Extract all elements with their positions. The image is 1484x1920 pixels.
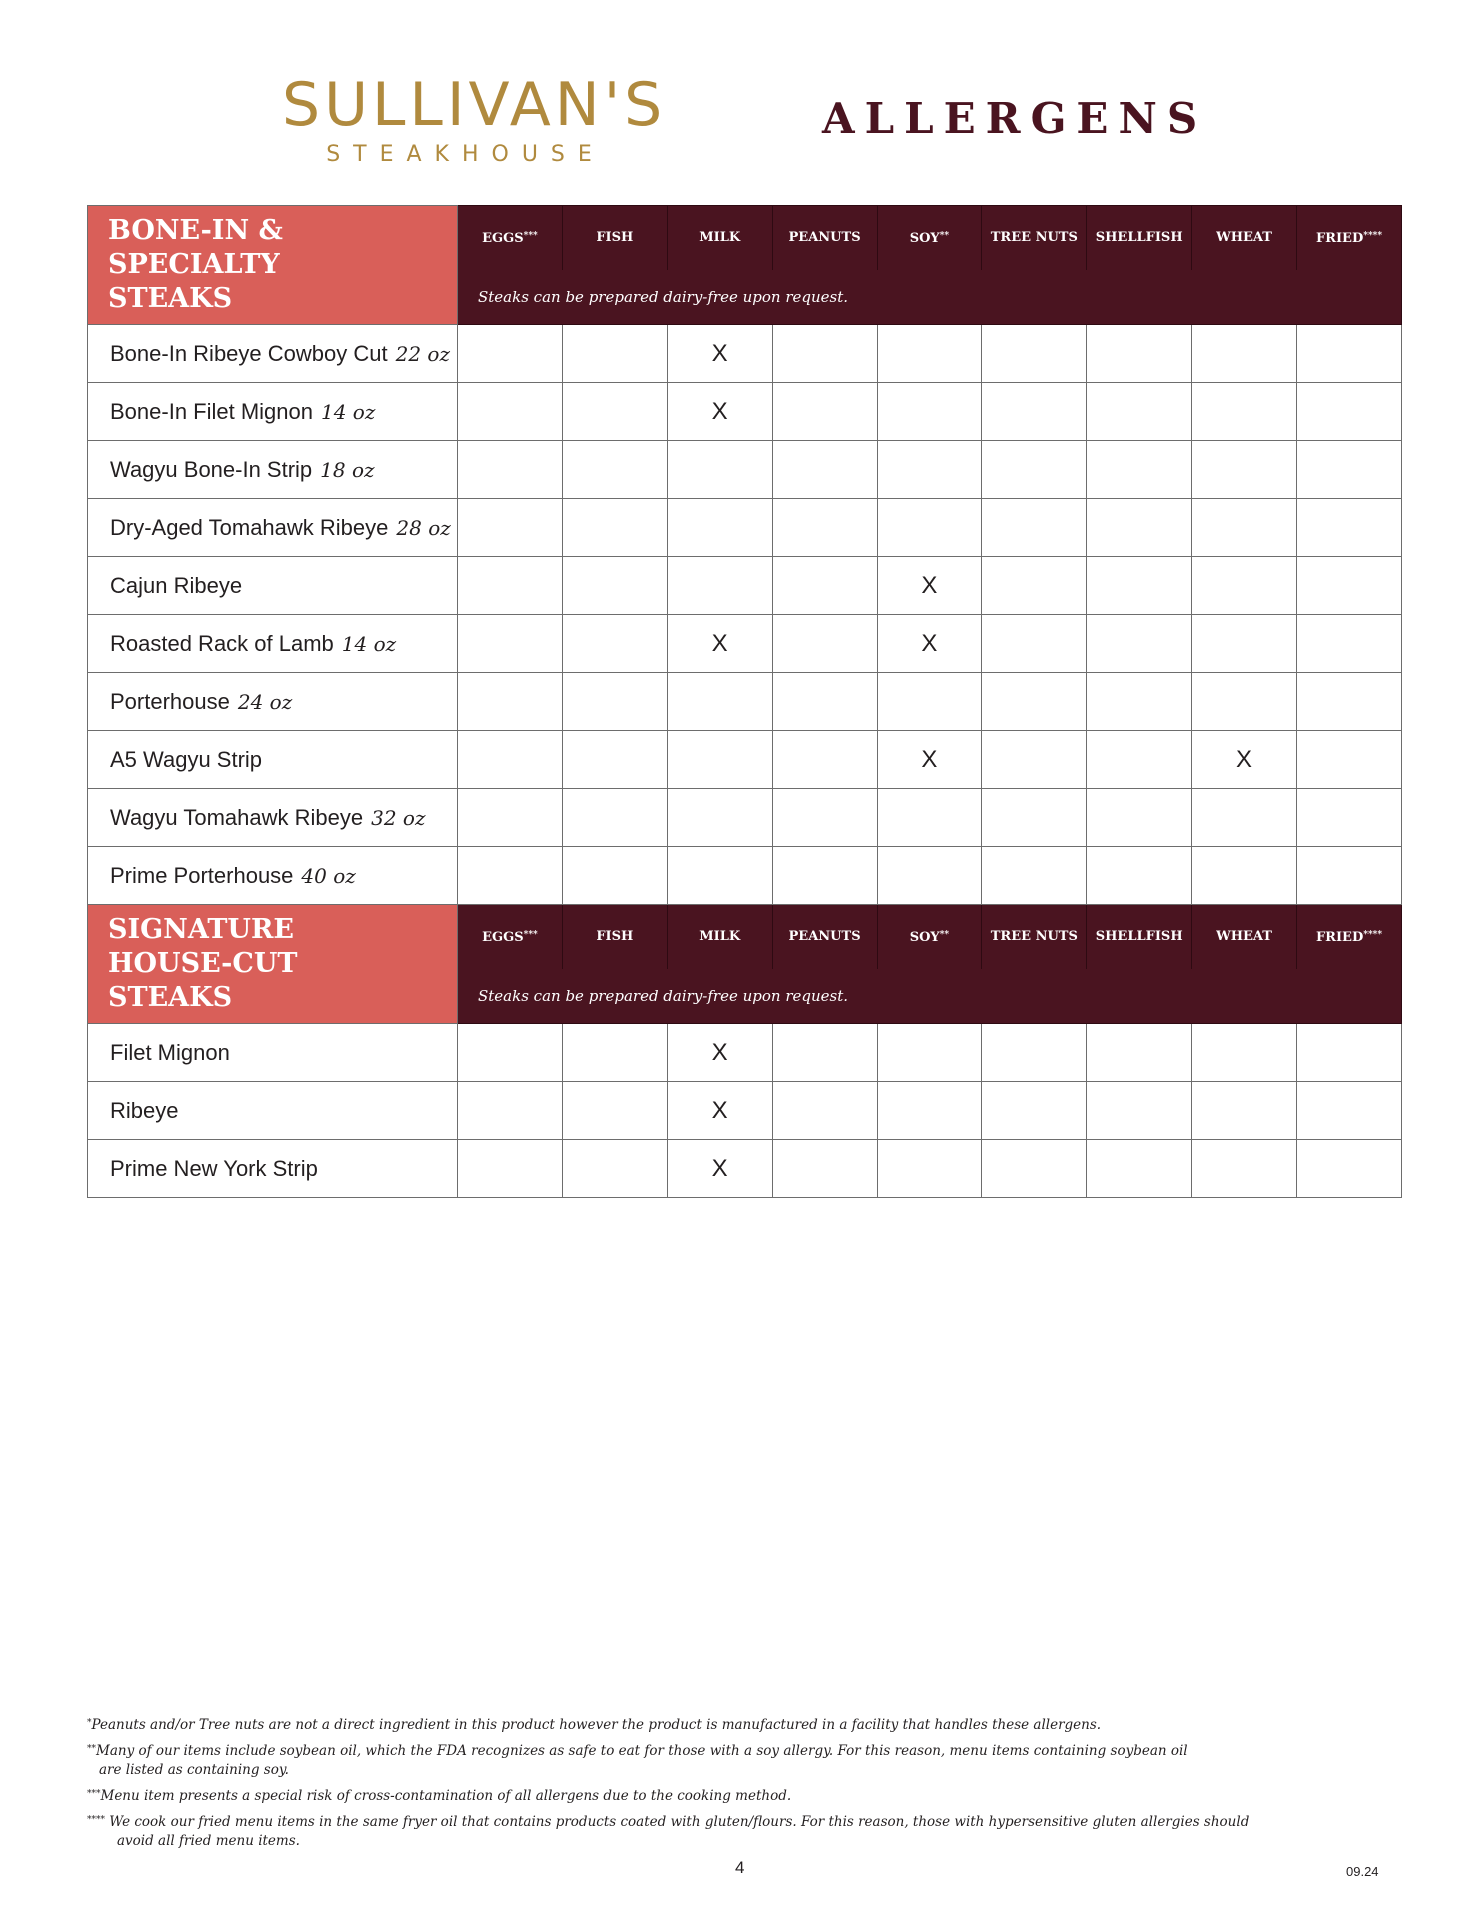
allergen-cell xyxy=(877,1140,982,1198)
allergen-cell xyxy=(1297,673,1402,731)
allergen-cell xyxy=(667,383,772,441)
allergen-cell xyxy=(772,789,877,847)
allergen-column-label: FRIED xyxy=(1315,231,1364,247)
allergen-cell xyxy=(458,615,563,673)
allergen-cell xyxy=(667,1024,772,1082)
menu-item-name: Prime Porterhouse xyxy=(110,862,294,888)
footnote-marker: *** xyxy=(523,930,538,941)
allergen-cell xyxy=(1087,673,1192,731)
allergen-column-label: MILK xyxy=(699,230,741,246)
allergen-column-header xyxy=(562,905,667,969)
date-code: 09.24 xyxy=(1346,1864,1379,1879)
allergen-cell xyxy=(1192,615,1297,673)
allergen-cell xyxy=(667,673,772,731)
allergen-cell xyxy=(1087,383,1192,441)
allergen-column-label: TREE NUTS xyxy=(990,230,1078,246)
allergen-mark: X xyxy=(711,629,728,657)
dairy-free-note: Steaks can be prepared dairy-free upon request. xyxy=(458,969,1402,1024)
allergen-cell xyxy=(1297,499,1402,557)
footnote-marker: ** xyxy=(87,1744,96,1754)
allergen-mark: X xyxy=(921,629,938,657)
page-title: ALLERGENS xyxy=(822,94,1208,143)
footnote-continuation: are listed as containing soy. xyxy=(99,1762,289,1778)
allergen-cell xyxy=(982,673,1087,731)
allergen-cell xyxy=(1297,615,1402,673)
table-row xyxy=(88,673,1402,731)
allergen-cell xyxy=(877,325,982,383)
allergen-cell xyxy=(1297,383,1402,441)
table-row xyxy=(88,499,1402,557)
menu-item-name: Ribeye xyxy=(110,1097,179,1123)
allergen-cell xyxy=(772,1140,877,1198)
allergen-cell xyxy=(1087,1082,1192,1140)
allergen-column-header xyxy=(458,905,563,969)
menu-item-size: 28 oz xyxy=(396,515,451,540)
table-row xyxy=(88,847,1402,905)
menu-item xyxy=(88,1024,458,1082)
allergen-cell xyxy=(982,615,1087,673)
allergen-cell xyxy=(1297,325,1402,383)
allergen-column-header xyxy=(1297,206,1402,270)
footnote-text: Menu item presents a special risk of cross-contamination of all allergens due to the cooking method. xyxy=(100,1788,792,1804)
sullivans-logo xyxy=(282,70,667,167)
allergen-mark: X xyxy=(711,1154,728,1182)
menu-item xyxy=(88,615,458,673)
allergen-cell xyxy=(667,1082,772,1140)
allergen-cell xyxy=(458,1082,563,1140)
allergen-cell xyxy=(1297,441,1402,499)
allergen-cell xyxy=(458,557,563,615)
allergen-column-label: EGGS xyxy=(482,930,524,946)
allergen-cell xyxy=(562,673,667,731)
allergen-cell xyxy=(667,499,772,557)
allergen-cell xyxy=(877,499,982,557)
allergen-column-header xyxy=(772,206,877,270)
footnote xyxy=(87,1740,1387,1780)
allergen-cell xyxy=(772,731,877,789)
menu-item-name: Dry-Aged Tomahawk Ribeye xyxy=(110,514,389,540)
menu-item-size: 22 oz xyxy=(395,341,450,366)
allergen-cell xyxy=(877,615,982,673)
table-row xyxy=(88,1024,1402,1082)
allergen-cell xyxy=(1192,383,1297,441)
allergen-cell xyxy=(1087,615,1192,673)
allergen-column-header xyxy=(877,206,982,270)
allergen-cell xyxy=(458,1024,563,1082)
footnote-marker: ** xyxy=(939,231,950,242)
allergen-cell xyxy=(458,1140,563,1198)
menu-item-name: Porterhouse xyxy=(110,688,230,714)
allergen-cell xyxy=(982,1024,1087,1082)
allergen-cell xyxy=(772,847,877,905)
page-number: 4 xyxy=(735,1858,745,1877)
allergen-column-label: FISH xyxy=(596,929,634,945)
allergen-cell xyxy=(458,731,563,789)
allergen-column-header xyxy=(1297,905,1402,969)
allergen-column-label: EGGS xyxy=(482,231,524,247)
allergen-cell xyxy=(982,789,1087,847)
allergen-cell xyxy=(877,383,982,441)
allergen-cell xyxy=(562,557,667,615)
table-row xyxy=(88,1140,1402,1198)
allergen-cell xyxy=(562,731,667,789)
allergen-cell xyxy=(772,499,877,557)
allergen-cell xyxy=(772,1082,877,1140)
section-title-line: BONE-IN & xyxy=(108,215,283,246)
section-title xyxy=(88,905,458,1024)
allergen-cell xyxy=(1087,847,1192,905)
footnote-marker: ** xyxy=(939,930,950,941)
allergen-cell xyxy=(458,441,563,499)
allergen-cell xyxy=(982,557,1087,615)
allergen-column-header xyxy=(1192,206,1297,270)
allergen-cell xyxy=(562,499,667,557)
allergen-column-header xyxy=(458,206,563,270)
allergen-column-header xyxy=(982,905,1087,969)
menu-item-name: Bone-In Filet Mignon xyxy=(110,398,313,424)
footnote-text: We cook our fried menu items in the same fryer oil that contains products coated with gluten/flours. For this reason, those with hypersensitive gluten allergies should xyxy=(105,1814,1250,1830)
menu-item xyxy=(88,441,458,499)
footnote-marker: **** xyxy=(1363,930,1383,941)
menu-item-name: Wagyu Tomahawk Ribeye xyxy=(110,804,364,830)
allergen-table xyxy=(87,205,1402,1198)
menu-item-size: 32 oz xyxy=(371,805,426,830)
allergen-column-label: PEANUTS xyxy=(788,230,861,246)
footnotes xyxy=(87,1714,1387,1856)
allergen-cell xyxy=(982,1082,1087,1140)
footnote-marker: *** xyxy=(87,1789,101,1799)
allergen-cell xyxy=(458,673,563,731)
footnote xyxy=(87,1714,1387,1735)
allergen-column-label: SHELLFISH xyxy=(1095,929,1183,945)
section-title-line: SIGNATURE xyxy=(108,914,294,945)
allergen-mark: X xyxy=(711,397,728,425)
allergen-cell xyxy=(562,615,667,673)
allergen-column-header xyxy=(772,905,877,969)
section-title-line: STEAKS xyxy=(108,982,233,1013)
menu-item xyxy=(88,847,458,905)
allergen-cell xyxy=(667,325,772,383)
allergen-cell xyxy=(877,789,982,847)
allergen-column-header xyxy=(1192,905,1297,969)
allergen-column-label: FRIED xyxy=(1315,930,1364,946)
allergen-cell xyxy=(982,847,1087,905)
allergen-cell xyxy=(1192,499,1297,557)
allergen-mark: X xyxy=(711,1038,728,1066)
logo-subtitle: STEAKHOUSE xyxy=(326,142,605,167)
allergen-cell xyxy=(1087,1140,1192,1198)
section-title-line: HOUSE-CUT xyxy=(108,948,298,979)
menu-item-size: 24 oz xyxy=(237,689,293,714)
menu-item xyxy=(88,1082,458,1140)
menu-item-name: Bone-In Ribeye Cowboy Cut xyxy=(110,340,388,366)
allergen-cell xyxy=(772,325,877,383)
allergen-cell xyxy=(667,731,772,789)
allergen-mark: X xyxy=(1236,745,1253,773)
table-row xyxy=(88,731,1402,789)
allergen-column-header xyxy=(1087,905,1192,969)
page-header xyxy=(0,0,1484,200)
allergen-cell xyxy=(772,441,877,499)
menu-item xyxy=(88,1140,458,1198)
allergen-cell xyxy=(667,441,772,499)
table-row xyxy=(88,557,1402,615)
allergen-column-label: SOY xyxy=(909,231,940,247)
footnote-text: Many of our items include soybean oil, which the FDA recognizes as safe to eat for those with a soy allergy. For this reason, menu items containing soybean oil xyxy=(96,1743,1188,1759)
allergen-cell xyxy=(877,1024,982,1082)
menu-item xyxy=(88,557,458,615)
allergen-cell xyxy=(1297,1082,1402,1140)
allergen-cell xyxy=(1192,789,1297,847)
menu-item-size: 14 oz xyxy=(321,399,376,424)
allergen-cell xyxy=(982,383,1087,441)
logo-wordmark: SULLIVAN'S xyxy=(282,70,667,140)
allergen-column-label: WHEAT xyxy=(1216,929,1272,945)
allergen-column-label: PEANUTS xyxy=(788,929,861,945)
footnote-marker: **** xyxy=(1363,231,1383,242)
menu-item-size: 18 oz xyxy=(320,457,375,482)
allergen-cell xyxy=(1192,325,1297,383)
menu-item-name: Cajun Ribeye xyxy=(110,572,243,598)
allergen-cell xyxy=(877,847,982,905)
allergen-cell xyxy=(772,557,877,615)
menu-item xyxy=(88,383,458,441)
allergen-cell xyxy=(1087,557,1192,615)
footnote-continuation: avoid all fried menu items. xyxy=(117,1833,300,1849)
table-row xyxy=(88,441,1402,499)
allergen-cell xyxy=(1087,731,1192,789)
allergen-column-header xyxy=(562,206,667,270)
allergen-cell xyxy=(982,731,1087,789)
allergen-cell xyxy=(562,847,667,905)
allergen-cell xyxy=(1192,441,1297,499)
menu-item xyxy=(88,731,458,789)
allergen-cell xyxy=(772,383,877,441)
menu-item-name: Filet Mignon xyxy=(110,1039,230,1065)
allergen-column-label: WHEAT xyxy=(1216,230,1272,246)
allergen-cell xyxy=(1087,441,1192,499)
allergen-cell xyxy=(982,441,1087,499)
allergen-cell xyxy=(877,557,982,615)
menu-item-size: 40 oz xyxy=(301,863,356,888)
menu-item xyxy=(88,789,458,847)
allergen-column-header xyxy=(982,206,1087,270)
allergen-cell xyxy=(1297,731,1402,789)
menu-item xyxy=(88,673,458,731)
allergen-cell xyxy=(877,731,982,789)
allergen-cell xyxy=(1192,1082,1297,1140)
allergen-mark: X xyxy=(711,339,728,367)
menu-item-name: Roasted Rack of Lamb xyxy=(110,630,334,656)
dairy-free-note: Steaks can be prepared dairy-free upon request. xyxy=(458,270,1402,325)
allergen-cell xyxy=(982,499,1087,557)
allergen-cell xyxy=(562,325,667,383)
footnote-text: Peanuts and/or Tree nuts are not a direct ingredient in this product however the product is manufactured in a facility that handles these allergens. xyxy=(91,1717,1102,1733)
menu-item-name: Prime New York Strip xyxy=(110,1155,318,1181)
allergen-column-label: TREE NUTS xyxy=(990,929,1078,945)
menu-item-size: 14 oz xyxy=(341,631,397,656)
allergen-cell xyxy=(772,1024,877,1082)
allergen-cell xyxy=(1087,789,1192,847)
allergen-cell xyxy=(1297,1140,1402,1198)
allergen-cell xyxy=(772,673,877,731)
allergen-cell xyxy=(562,1140,667,1198)
allergen-cell xyxy=(1087,325,1192,383)
footnote xyxy=(87,1785,1387,1806)
section-header-row xyxy=(88,905,1402,969)
allergen-cell xyxy=(877,673,982,731)
allergen-cell xyxy=(1192,731,1297,789)
allergen-cell xyxy=(562,789,667,847)
allergen-cell xyxy=(982,325,1087,383)
menu-item xyxy=(88,499,458,557)
allergen-cell xyxy=(458,789,563,847)
allergen-cell xyxy=(877,441,982,499)
footnote-marker: * xyxy=(87,1718,92,1728)
table-row xyxy=(88,383,1402,441)
section-title xyxy=(88,206,458,325)
allergen-mark: X xyxy=(711,1096,728,1124)
allergen-cell xyxy=(562,441,667,499)
allergen-cell xyxy=(667,789,772,847)
allergen-cell xyxy=(1192,1024,1297,1082)
allergen-column-header xyxy=(667,206,772,270)
allergen-cell xyxy=(1192,673,1297,731)
allergen-mark: X xyxy=(921,571,938,599)
allergen-cell xyxy=(667,1140,772,1198)
allergen-column-header xyxy=(877,905,982,969)
footnote-marker: **** xyxy=(87,1815,105,1825)
allergen-cell xyxy=(1192,557,1297,615)
allergen-cell xyxy=(1297,1024,1402,1082)
footnote-marker: *** xyxy=(523,231,538,242)
allergen-cell xyxy=(1087,1024,1192,1082)
allergen-mark: X xyxy=(921,745,938,773)
menu-item-name: Wagyu Bone-In Strip xyxy=(110,456,313,482)
allergen-cell xyxy=(562,1024,667,1082)
menu-item-name: A5 Wagyu Strip xyxy=(110,746,263,772)
section-title-line: SPECIALTY xyxy=(108,249,280,280)
allergen-column-label: FISH xyxy=(596,230,634,246)
allergen-cell xyxy=(982,1140,1087,1198)
allergen-cell xyxy=(1297,847,1402,905)
allergen-column-label: SOY xyxy=(909,930,940,946)
allergen-cell xyxy=(458,499,563,557)
allergen-column-header xyxy=(667,905,772,969)
allergen-column-label: MILK xyxy=(699,929,741,945)
allergen-cell xyxy=(667,847,772,905)
allergen-cell xyxy=(877,1082,982,1140)
allergen-cell xyxy=(667,615,772,673)
table-row xyxy=(88,615,1402,673)
table-row xyxy=(88,325,1402,383)
allergen-column-label: SHELLFISH xyxy=(1095,230,1183,246)
allergen-cell xyxy=(1192,1140,1297,1198)
allergen-cell xyxy=(458,383,563,441)
allergen-cell xyxy=(458,847,563,905)
menu-item xyxy=(88,325,458,383)
allergen-cell xyxy=(667,557,772,615)
allergen-cell xyxy=(772,615,877,673)
section-header-row xyxy=(88,206,1402,270)
allergen-cell xyxy=(458,325,563,383)
table-row xyxy=(88,789,1402,847)
section-title-line: STEAKS xyxy=(108,283,233,314)
footnote xyxy=(87,1811,1387,1851)
allergen-cell xyxy=(1297,789,1402,847)
allergen-column-header xyxy=(1087,206,1192,270)
allergen-cell xyxy=(1192,847,1297,905)
allergen-cell xyxy=(1297,557,1402,615)
table-row xyxy=(88,1082,1402,1140)
allergen-cell xyxy=(562,383,667,441)
allergen-cell xyxy=(562,1082,667,1140)
allergen-cell xyxy=(1087,499,1192,557)
